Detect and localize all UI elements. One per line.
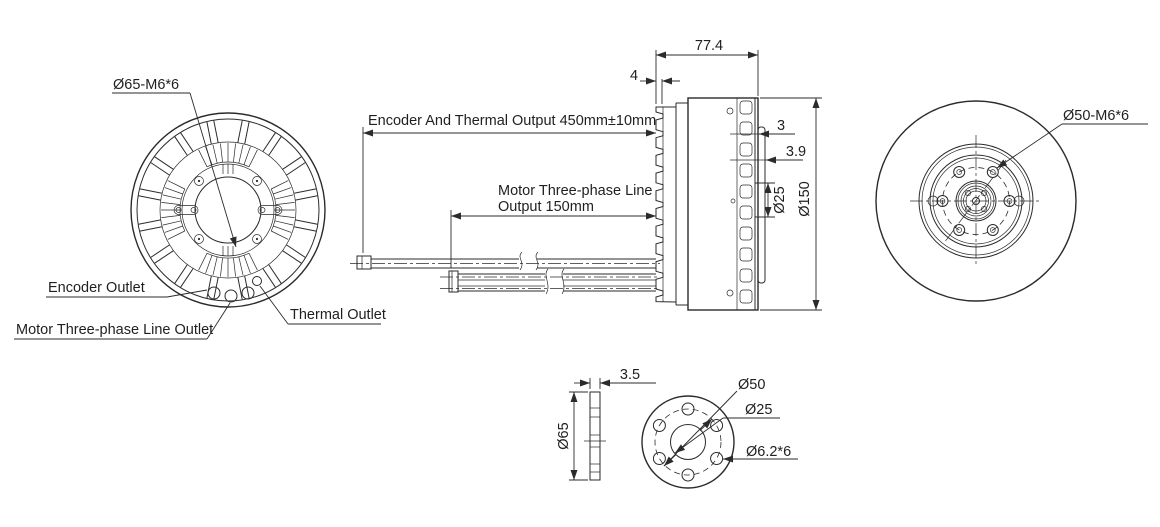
back-bolt-spec-label: Ø50-M6*6 [1063,108,1130,124]
phase-cable-length-label1: Motor Three-phase Line [498,183,653,199]
dim-total-width: 77.4 [694,38,724,54]
encoder-cable [350,252,660,270]
dim-shaft-dia: Ø25 [771,186,788,214]
motor-outlet-label: Motor Three-phase Line Outlet [16,322,214,338]
dim-flange-thickness: 3.5 [619,367,641,383]
flange-side-view [556,367,656,480]
side-view [350,38,822,310]
front-view [14,77,386,339]
flange-front-view [642,377,798,488]
encoder-outlet-label: Encoder Outlet [48,280,145,296]
dim-3: 3 [776,118,786,134]
encoder-cable-length-label: Encoder And Thermal Output 450mm±10mm [368,113,657,129]
thermal-outlet-label: Thermal Outlet [290,307,386,323]
dim-3-9: 3.9 [785,144,807,160]
front-bolt-spec-label: Ø65-M6*6 [113,77,180,93]
dim-outer-dia: Ø150 [796,181,813,217]
flange-bolt-circle-label: Ø50 [738,377,766,393]
vent-slots [740,101,752,303]
dim-flange-dia: Ø65 [555,422,572,450]
flange-hole-spec-label: Ø6.2*6 [746,444,792,460]
three-phase-cable [440,269,660,294]
flange-bolt-holes [653,403,722,481]
back-view [876,101,1148,301]
flange-bore-label: Ø25 [745,402,773,418]
dim-step-width: 4 [629,68,639,84]
phase-cable-length-label2: Output 150mm [498,199,594,215]
